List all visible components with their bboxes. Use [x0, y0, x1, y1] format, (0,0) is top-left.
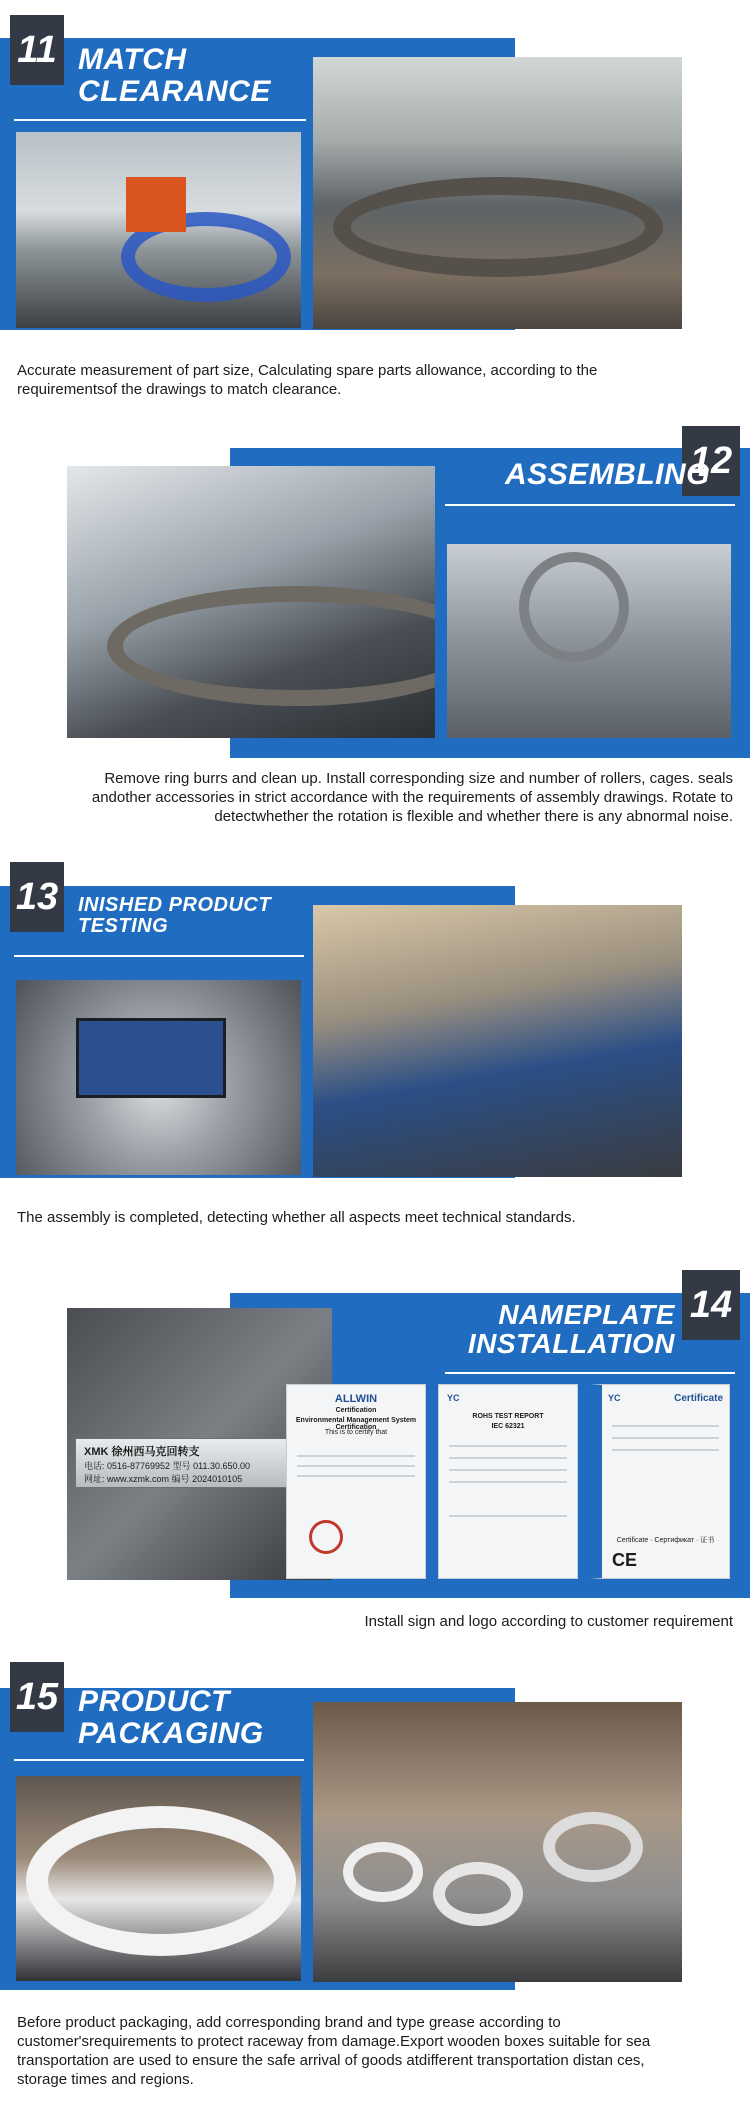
description-line: Remove ring burrs and clean up. Install corresponding size and number of rollers, cages. seals	[104, 770, 733, 787]
section-product-packaging	[0, 1650, 750, 2120]
certificate-logo: ALLWIN	[334, 1393, 378, 1405]
certificate-rohs	[438, 1384, 578, 1579]
section-nameplate-installation	[0, 1270, 750, 1630]
photo-assembling-ring	[447, 544, 731, 738]
description-line: transportation are used to ensure the safe arrival of goods atdifferent transportation distan ces,	[17, 2052, 645, 2069]
photo-worker-inspecting-gear	[67, 466, 435, 738]
photo-cutting-machine	[16, 132, 301, 328]
cert-text-line	[297, 1475, 415, 1477]
cert-text-line	[297, 1465, 415, 1467]
section-assembling	[0, 420, 750, 860]
description-line: andother accessories in strict accordance with the requirements of assembly drawings. Rotate to	[91, 789, 733, 806]
section-finished-product-testing	[0, 840, 750, 1260]
title-underline	[14, 119, 306, 121]
description-line: Before product packaging, add corresponding brand and type grease according to	[17, 2014, 561, 2031]
photo-tester-on-ring	[16, 980, 301, 1175]
section-description	[17, 769, 733, 826]
title-underline	[445, 1372, 735, 1374]
title-line: PRODUCT	[78, 1685, 230, 1718]
certificate-heading: Certificate	[674, 1393, 723, 1404]
nameplate-company-name: 徐州西马克回转支	[111, 1446, 200, 1458]
section-title	[78, 895, 271, 937]
wrapped-ring	[26, 1806, 296, 1956]
title-line: PACKAGING	[78, 1716, 264, 1750]
nameplate-phone-row	[84, 1459, 316, 1472]
description-line: customer'srequirements to protect raceway from damage.Export wooden boxes suitable for sea	[17, 2033, 651, 2050]
title-underline	[14, 955, 304, 957]
tester-device	[76, 1018, 226, 1098]
certificate-line: This is to certify that	[324, 1429, 388, 1436]
title-line: MATCH	[78, 43, 187, 76]
section-description: Install sign and logo according to customer requirement	[364, 1613, 733, 1630]
cert-text-line	[449, 1469, 567, 1471]
cert-text-line	[449, 1481, 567, 1483]
title-line: NAMEPLATE	[498, 1299, 675, 1330]
certificate-logo: YC	[447, 1393, 460, 1403]
orange-machine-part	[126, 177, 186, 232]
nameplate-company	[84, 1443, 316, 1459]
nameplate-serial-value: 2024010105	[192, 1474, 243, 1484]
cert-text-line	[612, 1437, 719, 1439]
red-seal-icon	[309, 1520, 343, 1554]
photo-bearing-stock	[313, 1702, 682, 1982]
description-line: detectwhether the rotation is flexible and whether there is any abnormal noise.	[214, 808, 733, 825]
certificate-line: Certificate · Сертификат · 证书	[616, 1537, 715, 1544]
section-title	[460, 1300, 675, 1359]
title-underline	[445, 504, 735, 506]
step-number-badge: 12	[682, 426, 740, 496]
cert-text-line	[297, 1455, 415, 1457]
section-title	[78, 1686, 264, 1749]
description-line: storage times and regions.	[17, 2071, 194, 2088]
step-number-badge: 15	[10, 1662, 64, 1732]
section-title	[505, 459, 710, 491]
large-bearing-ring	[333, 177, 663, 277]
certificate-line: IEC 62321	[491, 1423, 525, 1430]
stacked-ring	[343, 1842, 423, 1902]
nameplate-web-row	[84, 1472, 316, 1485]
section-title	[78, 44, 271, 107]
section-description: Accurate measurement of part size, Calculating spare parts allowance, according to the requirementsof the drawings to match clearance.	[17, 362, 598, 398]
cert-text-line	[449, 1445, 567, 1447]
section-description	[17, 2013, 737, 2089]
certificate-heading: Environmental Management System Certification	[295, 1417, 417, 1431]
section-match-clearance	[0, 0, 750, 400]
stacked-ring	[543, 1812, 643, 1882]
title-underline	[14, 1759, 304, 1761]
photo-wrapped-bearing	[16, 1776, 301, 1981]
certificate-heading: ROHS TEST REPORT	[472, 1413, 544, 1420]
title-line: INISHED PRODUCT	[78, 894, 272, 916]
title-line: ASSEMBLING	[505, 458, 711, 491]
cert-text-line	[612, 1425, 719, 1427]
cert-text-line	[449, 1515, 567, 1517]
title-line: CLEARANCE	[78, 74, 271, 108]
upright-ring	[519, 552, 629, 662]
ce-mark-icon: CE	[612, 1550, 638, 1570]
nameplate-phone: 电话: 0516-87769952	[84, 1461, 171, 1471]
nameplate-serial-label: 编号	[171, 1474, 190, 1484]
nameplate-model-value: 011.30.650.00	[193, 1461, 251, 1471]
nameplate-model-label: 型号	[172, 1461, 191, 1471]
gear-ring	[107, 586, 435, 706]
cert-text-line	[612, 1449, 719, 1451]
nameplate-brand: XMK	[84, 1446, 109, 1458]
nameplate-website: 网址: www.xzmk.com	[84, 1474, 170, 1484]
stacked-ring	[433, 1862, 523, 1926]
certificate-ce	[590, 1384, 730, 1579]
certificate-subtitle: Certification	[335, 1407, 377, 1414]
title-line: INSTALLATION	[467, 1328, 675, 1360]
certificate-environmental	[286, 1384, 426, 1579]
photo-workers-testing	[313, 905, 682, 1177]
step-number-badge: 14	[682, 1270, 740, 1340]
cert-text-line	[449, 1457, 567, 1459]
title-line: TESTING	[78, 915, 169, 937]
step-number-badge: 13	[10, 862, 64, 932]
certificate-logo: YC	[608, 1393, 621, 1403]
section-description: The assembly is completed, detecting whether all aspects meet technical standards.	[17, 1209, 576, 1226]
step-number-badge: 11	[10, 15, 64, 85]
photo-vertical-lathe	[313, 57, 682, 329]
